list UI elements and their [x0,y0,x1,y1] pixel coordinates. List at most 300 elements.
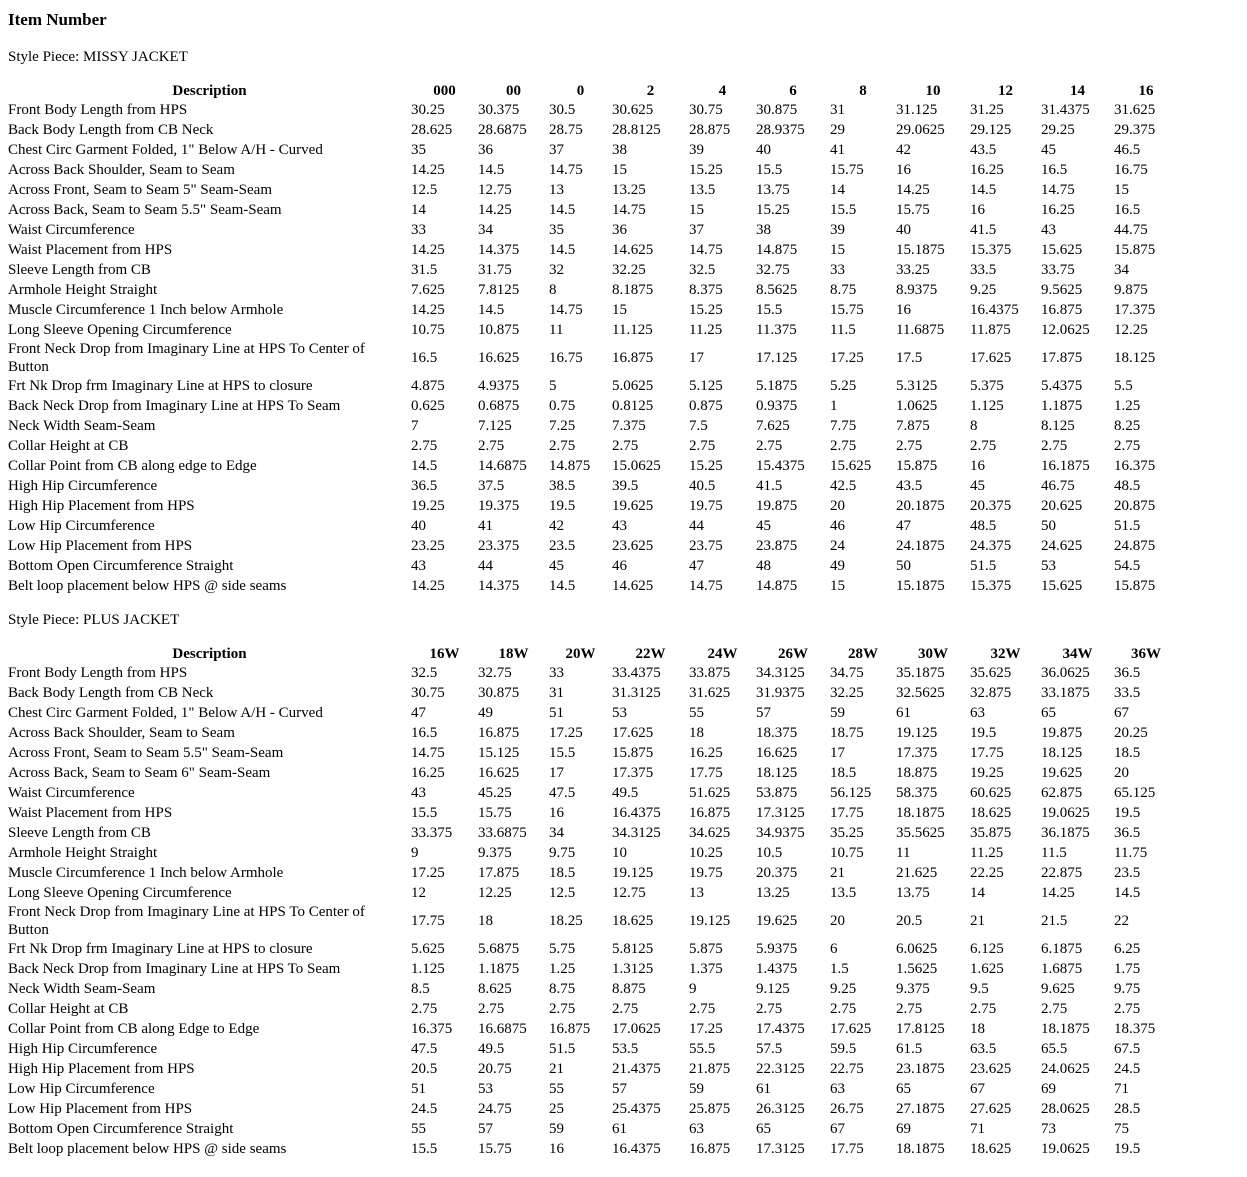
measurement-value: 23.75 [689,538,723,554]
measurement-value: 12 [411,885,426,901]
table-row [8,1139,1178,1159]
measurement-value: 17.25 [689,1021,723,1037]
measurement-value: 19.125 [612,865,654,881]
measurement-value: 14.375 [478,578,520,594]
measurement-value: 42 [549,518,564,534]
measurement-value: 13.5 [830,885,857,901]
measurement-value: 16.25 [689,745,723,761]
measurement-value: 15.5 [756,302,783,318]
measurement-value: 49.5 [478,1041,505,1057]
measurement-value: 2.75 [411,1001,438,1017]
measurement-value: 20 [830,498,845,514]
measurement-value: 25 [549,1101,564,1117]
measurement-value: 32.75 [756,262,790,278]
measurement-value: 19.875 [756,498,798,514]
measurement-value: 46 [830,518,845,534]
table-row [8,300,1178,320]
measurement-value: 18.625 [970,1141,1012,1157]
measurement-value: 43 [411,558,426,574]
measurement-value: 6.0625 [896,941,938,957]
measurement-value: 15.5 [549,745,576,761]
table-row [8,140,1178,160]
measurement-value: 20.625 [1041,498,1083,514]
measurement-value: 1.75 [1114,961,1141,977]
table-row [8,396,1178,416]
measurement-description: High Hip Placement from HPS [8,498,195,514]
measurement-value: 12.0625 [1041,322,1090,338]
measurement-value: 16.25 [1041,202,1075,218]
measurement-value: 8.75 [830,282,857,298]
measurement-value: 11.5 [830,322,856,338]
measurement-value: 4.875 [411,378,445,394]
measurement-value: 71 [970,1121,985,1137]
measurement-description: Muscle Circumference 1 Inch below Armhole [8,302,284,318]
measurement-value: 18.625 [970,805,1012,821]
measurement-value: 7.375 [612,418,646,434]
measurement-value: 9.125 [756,981,790,997]
measurement-value: 17.375 [1114,302,1156,318]
measurement-value: 18 [689,725,704,741]
measurement-value: 6.125 [970,941,1004,957]
measurement-value: 9.75 [1114,981,1141,997]
measurement-value: 57 [756,705,771,721]
measurement-value: 30.875 [478,685,520,701]
measurement-description: Frt Nk Drop frm Imaginary Line at HPS to closure [8,378,313,394]
measurement-value: 12.75 [478,182,512,198]
measurement-value: 1.1875 [478,961,520,977]
measurement-value: 15.75 [478,1141,512,1157]
measurement-value: 61.5 [896,1041,923,1057]
measurement-value: 14.75 [689,578,723,594]
measurement-value: 15.75 [896,202,930,218]
measurement-value: 9.375 [896,981,930,997]
measurement-value: 14.5 [549,202,576,218]
measurement-value: 2.75 [1041,1001,1068,1017]
measurement-value: 2.75 [689,438,716,454]
measurement-value: 42.5 [830,478,857,494]
measurement-value: 8.5625 [756,282,798,298]
measurement-value: 7.8125 [478,282,520,298]
measurement-value: 14.25 [896,182,930,198]
measurement-value: 10 [612,845,627,861]
measurement-value: 31.9375 [756,685,805,701]
measurement-value: 15.125 [478,745,520,761]
table-row [8,100,1178,120]
measurement-value: 17.625 [612,725,654,741]
measurement-value: 45 [970,478,985,494]
measurement-value: 18.25 [549,913,583,929]
table-row [8,703,1178,723]
measurement-value: 43 [1041,222,1056,238]
table-row [8,1059,1178,1079]
measurement-description: Chest Circ Garment Folded, 1" Below A/H - Curved [8,142,323,158]
size-header: 36W [1131,646,1161,662]
measurement-value: 31.625 [689,685,731,701]
measurement-value: 22.875 [1041,865,1083,881]
measurement-value: 59.5 [830,1041,857,1057]
measurement-value: 19.0625 [1041,805,1090,821]
measurement-description: High Hip Circumference [8,1041,158,1057]
measurement-value: 2.75 [1114,1001,1141,1017]
measurement-value: 23.375 [478,538,520,554]
measurement-value: 7.875 [896,418,930,434]
measurement-value: 38 [756,222,771,238]
table-header-row [8,643,1178,663]
measurement-value: 9 [689,981,697,997]
measurement-value: 43.5 [896,478,923,494]
measurement-value: 17.25 [411,865,445,881]
measurement-value: 16 [970,458,985,474]
measurement-value: 21.625 [896,865,938,881]
measurement-description: Waist Placement from HPS [8,242,173,258]
table-row [8,883,1178,903]
measurement-value: 16.4375 [612,805,661,821]
measurement-value: 47 [411,705,426,721]
measurement-value: 29 [830,122,845,138]
measurement-value: 2.75 [689,1001,716,1017]
measurement-value: 14.6875 [478,458,527,474]
measurement-value: 63 [970,705,985,721]
measurement-value: 49.5 [612,785,639,801]
measurement-table [8,643,1178,1159]
measurement-value: 28.6875 [478,122,527,138]
measurement-value: 24.375 [970,538,1012,554]
measurement-value: 19.25 [411,498,445,514]
measurement-value: 53 [612,705,627,721]
measurement-value: 19.625 [1041,765,1083,781]
measurement-value: 1.25 [1114,398,1141,414]
measurement-value: 15.0625 [612,458,661,474]
measurement-value: 32.5 [411,665,438,681]
table-row [8,180,1178,200]
measurement-value: 13.25 [756,885,790,901]
measurement-value: 14.75 [689,242,723,258]
measurement-value: 12.75 [612,885,646,901]
measurement-value: 20 [830,913,845,929]
measurement-value: 32.25 [830,685,864,701]
measurement-value: 55.5 [689,1041,716,1057]
measurement-value: 11.6875 [896,322,945,338]
measurement-value: 15.875 [896,458,938,474]
measurement-value: 9 [411,845,419,861]
measurement-value: 67 [970,1081,985,1097]
measurement-value: 1.125 [411,961,445,977]
measurement-value: 39 [689,142,704,158]
measurement-value: 49 [830,558,845,574]
measurement-value: 13.25 [612,182,646,198]
measurement-value: 14.875 [549,458,591,474]
measurement-value: 18.5 [830,765,857,781]
measurement-value: 1.6875 [1041,961,1083,977]
table-row [8,743,1178,763]
measurement-value: 2.75 [549,438,576,454]
measurement-value: 23.625 [970,1061,1012,1077]
measurement-value: 51.625 [689,785,731,801]
measurement-value: 2.75 [896,438,923,454]
measurement-value: 5.9375 [756,941,798,957]
measurement-value: 15.375 [970,242,1012,258]
measurement-value: 20 [1114,765,1129,781]
measurement-value: 30.75 [689,102,723,118]
measurement-value: 75 [1114,1121,1129,1137]
measurement-description: Back Body Length from CB Neck [8,122,214,138]
measurement-value: 24.5 [411,1101,438,1117]
measurement-description: Back Neck Drop from Imaginary Line at HPS To Seam [8,961,341,977]
measurement-value: 33 [411,222,426,238]
measurement-value: 22.75 [830,1061,864,1077]
measurement-value: 24.1875 [896,538,945,554]
measurement-description: Long Sleeve Opening Circumference [8,322,232,338]
table-row [8,939,1178,959]
measurement-value: 13.75 [756,182,790,198]
measurement-value: 5.625 [411,941,445,957]
measurement-value: 24.0625 [1041,1061,1090,1077]
table-row [8,416,1178,436]
measurement-value: 11.75 [1114,845,1148,861]
measurement-description: Long Sleeve Opening Circumference [8,885,232,901]
measurement-value: 15.75 [830,302,864,318]
measurement-value: 23.5 [1114,865,1141,881]
measurement-value: 14.375 [478,242,520,258]
measurement-value: 46.5 [1114,142,1141,158]
measurement-value: 53 [1041,558,1056,574]
size-header: 16W [429,646,460,662]
measurement-description: Sleeve Length from CB [8,262,151,278]
measurement-value: 16.5 [1114,202,1141,218]
measurement-value: 4.9375 [478,378,520,394]
measurement-value: 61 [896,705,911,721]
measurement-value: 19.0625 [1041,1141,1090,1157]
measurement-value: 14.875 [756,578,798,594]
measurement-value: 14.5 [549,242,576,258]
measurement-value: 17.125 [756,350,798,366]
size-header: 4 [718,83,727,99]
measurement-value: 55 [689,705,704,721]
measurement-value: 31.125 [896,102,938,118]
measurement-value: 28.0625 [1041,1101,1090,1117]
measurement-description: Armhole Height Straight [8,845,158,861]
measurement-value: 17 [830,745,845,761]
measurement-value: 41.5 [756,478,783,494]
measurement-value: 24 [830,538,845,554]
measurement-value: 31.625 [1114,102,1156,118]
measurement-value: 5.4375 [1041,378,1083,394]
measurement-value: 36.0625 [1041,665,1090,681]
measurement-value: 6.25 [1114,941,1141,957]
measurement-value: 14 [830,182,845,198]
table-row [8,536,1178,556]
measurement-value: 0.625 [411,398,445,414]
measurement-value: 47.5 [411,1041,438,1057]
measurement-description: Collar Point from CB along Edge to Edge [8,1021,260,1037]
table-row [8,1039,1178,1059]
measurement-value: 5.125 [689,378,723,394]
measurement-value: 30.375 [478,102,520,118]
measurement-value: 11 [549,322,564,338]
measurement-value: 21.4375 [612,1061,661,1077]
measurement-description: Waist Circumference [8,222,135,238]
measurement-value: 32.5 [689,262,716,278]
measurement-value: 8.375 [689,282,723,298]
measurement-value: 18.5 [549,865,576,881]
measurement-value: 48 [756,558,771,574]
measurement-value: 2.75 [830,1001,857,1017]
measurement-value: 17.625 [970,350,1012,366]
table-row [8,340,1178,376]
measurement-value: 71 [1114,1081,1129,1097]
measurement-value: 36 [612,222,627,238]
measurement-value: 19.125 [896,725,938,741]
measurement-value: 29.375 [1114,122,1156,138]
measurement-description: Neck Width Seam-Seam [8,981,156,997]
measurement-value: 26.3125 [756,1101,805,1117]
measurement-value: 23.1875 [896,1061,945,1077]
table-row [8,723,1178,743]
measurement-value: 7.75 [830,418,857,434]
measurement-value: 33 [830,262,845,278]
measurement-value: 12.25 [1114,322,1148,338]
measurement-value: 28.625 [411,122,453,138]
size-header: 18W [498,646,529,662]
measurement-value: 19.5 [1114,1141,1141,1157]
measurement-value: 5.0625 [612,378,654,394]
page-title: Item Number [8,10,107,29]
measurement-value: 59 [689,1081,704,1097]
measurement-table [8,80,1178,596]
table-row [8,803,1178,823]
table-row [8,783,1178,803]
measurement-value: 27.625 [970,1101,1012,1117]
measurement-value: 20.375 [970,498,1012,514]
measurement-value: 35 [411,142,426,158]
measurement-value: 30.25 [411,102,445,118]
measurement-value: 19.75 [689,498,723,514]
measurement-value: 35 [549,222,564,238]
table-row [8,683,1178,703]
measurement-value: 36 [478,142,493,158]
measurement-value: 37 [549,142,564,158]
table-row [8,120,1178,140]
measurement-value: 14.75 [1041,182,1075,198]
measurement-value: 39 [830,222,845,238]
size-header: 26W [778,646,808,662]
table-row [8,763,1178,783]
measurement-value: 15.625 [1041,242,1083,258]
measurement-value: 2.75 [896,1001,923,1017]
measurement-value: 20.1875 [896,498,945,514]
measurement-value: 47 [896,518,911,534]
measurement-value: 9.375 [478,845,512,861]
measurement-value: 18.75 [830,725,864,741]
measurement-value: 10.25 [689,845,723,861]
measurement-value: 31.4375 [1041,102,1090,118]
measurement-value: 65.125 [1114,785,1156,801]
measurement-value: 14.875 [756,242,798,258]
measurement-value: 20.5 [896,913,923,929]
measurement-value: 15.25 [689,162,723,178]
measurement-value: 16.25 [411,765,445,781]
measurement-value: 14.5 [1114,885,1141,901]
measurement-value: 15.625 [830,458,872,474]
measurement-value: 7.625 [756,418,790,434]
measurement-value: 20.375 [756,865,798,881]
measurement-value: 9.75 [549,845,576,861]
measurement-value: 31 [549,685,564,701]
size-header: 8 [859,83,867,99]
measurement-value: 32.75 [478,665,512,681]
measurement-value: 15.375 [970,578,1012,594]
measurement-value: 41 [478,518,493,534]
measurement-value: 46 [612,558,627,574]
measurement-value: 47.5 [549,785,576,801]
measurement-value: 16.625 [478,765,520,781]
measurement-value: 17.75 [830,805,864,821]
measurement-value: 36.5 [411,478,438,494]
measurement-value: 29.125 [970,122,1012,138]
measurement-value: 27.1875 [896,1101,945,1117]
measurement-value: 13.75 [896,885,930,901]
measurement-value: 29.25 [1041,122,1075,138]
measurement-value: 11 [896,845,911,861]
measurement-value: 8.625 [478,981,512,997]
measurement-value: 5.75 [549,941,576,957]
measurement-value: 8 [970,418,978,434]
measurement-value: 16.5 [1041,162,1068,178]
measurement-value: 15.75 [478,805,512,821]
measurement-value: 53.5 [612,1041,639,1057]
measurement-value: 15.875 [612,745,654,761]
measurement-value: 2.75 [970,438,997,454]
measurement-value: 2.75 [830,438,857,454]
measurement-value: 15.25 [756,202,790,218]
measurement-value: 18.875 [896,765,938,781]
measurement-value: 18 [478,913,493,929]
measurement-value: 16.875 [612,350,654,366]
measurement-value: 45 [549,558,564,574]
measurement-value: 46.75 [1041,478,1075,494]
size-header: 12 [998,83,1013,99]
table-row [8,959,1178,979]
measurement-value: 8.5 [411,981,430,997]
measurement-value: 34.75 [830,665,864,681]
measurement-value: 65 [756,1121,771,1137]
measurement-value: 1.25 [549,961,576,977]
measurement-value: 14 [970,885,985,901]
measurement-value: 34.3125 [612,825,661,841]
measurement-value: 22.3125 [756,1061,805,1077]
measurement-value: 12.5 [411,182,438,198]
measurement-value: 69 [1041,1081,1056,1097]
measurement-value: 8 [549,282,557,298]
measurement-value: 16.5 [411,725,438,741]
size-header: 16 [1138,83,1154,99]
measurement-value: 19.75 [689,865,723,881]
measurement-value: 37.5 [478,478,505,494]
measurement-value: 17.875 [1041,350,1083,366]
description-header: Description [172,646,247,662]
measurement-value: 10.75 [830,845,864,861]
measurement-value: 14.75 [549,162,583,178]
measurement-value: 11.125 [612,322,653,338]
measurement-value: 15.5 [411,1141,438,1157]
measurement-value: 16.625 [478,350,520,366]
table-row [8,1019,1178,1039]
measurement-value: 28.9375 [756,122,805,138]
measurement-value: 17.75 [689,765,723,781]
measurement-value: 1.4375 [756,961,798,977]
measurement-value: 2.75 [612,1001,639,1017]
measurement-value: 28.875 [689,122,731,138]
